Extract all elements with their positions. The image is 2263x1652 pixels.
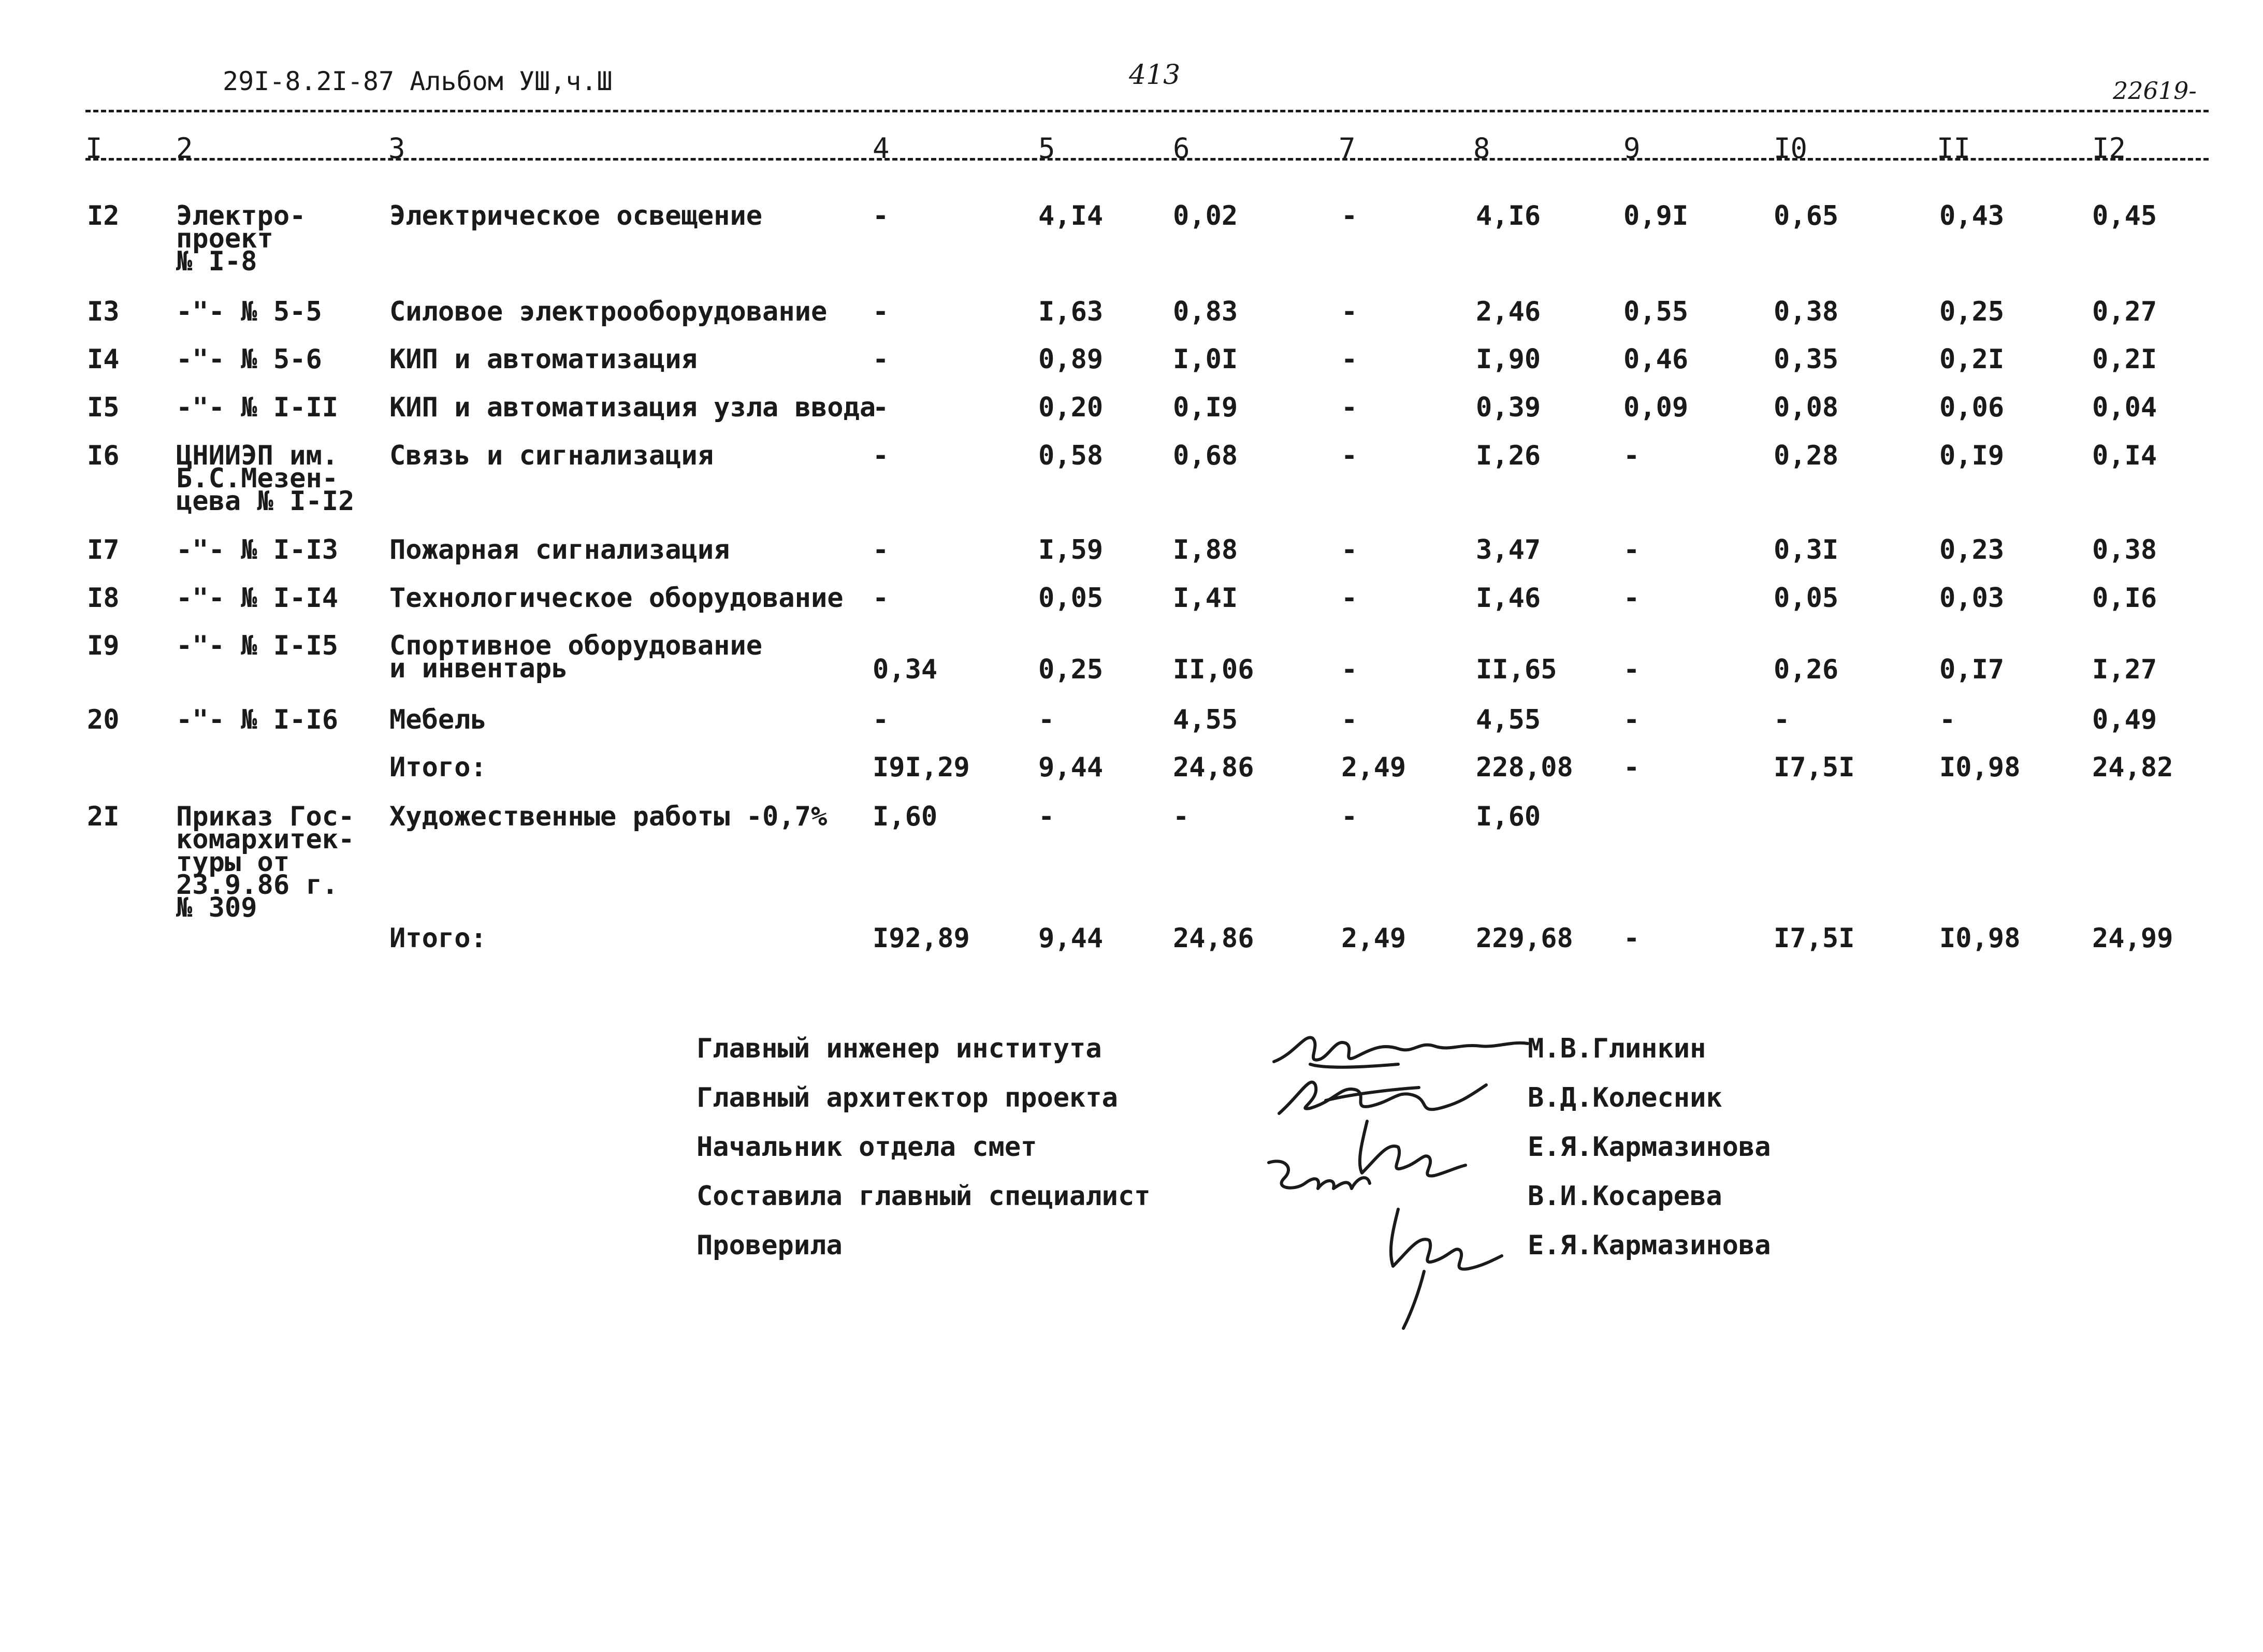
cell-c9: 0,55 (1623, 296, 1689, 327)
cell-c10: I7,5I (1774, 752, 1855, 783)
cell-name: Технологическое оборудование (389, 583, 844, 614)
signer-role: Составила главный специалист (697, 1181, 1151, 1212)
cell-c12: 0,I4 (2092, 440, 2157, 471)
signer-name: Е.Я.Кармазинова (1528, 1230, 1771, 1261)
cell-c8: II,65 (1476, 654, 1557, 685)
cell-c8: I,26 (1476, 440, 1541, 471)
cell-name: Спортивное оборудование и инвентарь (389, 630, 763, 684)
cell-c12: 0,04 (2092, 392, 2157, 423)
cell-source: -"- № I-II (176, 392, 339, 423)
cell-c6: I,0I (1173, 344, 1238, 375)
cell-n: I4 (87, 344, 120, 375)
cell-source: -"- № I-I6 (176, 704, 339, 735)
cell-c7: - (1341, 296, 1358, 327)
cell-c10: I7,5I (1774, 923, 1855, 954)
cell-name: Электрическое освещение (389, 200, 763, 231)
column-number: 9 (1623, 132, 1641, 165)
cell-c7: - (1341, 583, 1358, 614)
cell-source: Приказ Гос- комархитек- туры от 23.9.86 г. № 309 (176, 801, 355, 923)
cell-c8: 228,08 (1476, 752, 1573, 783)
cell-c10: 0,3I (1774, 534, 1839, 566)
cell-c8: 4,I6 (1476, 200, 1541, 231)
cell-c7: - (1341, 534, 1358, 566)
cell-c4: - (873, 534, 889, 566)
cell-c5: 9,44 (1038, 923, 1104, 954)
cell-source: -"- № 5-6 (176, 344, 322, 375)
cell-c8: I,46 (1476, 583, 1541, 614)
cell-name: КИП и автоматизация узла ввода (389, 392, 876, 423)
column-number: I0 (1774, 132, 1808, 165)
cell-c4: - (873, 344, 889, 375)
cell-c9: - (1623, 654, 1640, 685)
cell-c4: - (873, 440, 889, 471)
cell-c6: I,88 (1173, 534, 1238, 566)
cell-c4: - (873, 392, 889, 423)
cell-c6: 0,I9 (1173, 392, 1238, 423)
cell-c11: 0,23 (1939, 534, 2005, 566)
cell-c12: 0,2I (2092, 344, 2157, 375)
cell-c7: - (1341, 704, 1358, 735)
cell-source: -"- № I-I3 (176, 534, 339, 566)
cell-c7: - (1341, 801, 1358, 832)
cell-c5: 9,44 (1038, 752, 1104, 783)
cell-c8: 2,46 (1476, 296, 1541, 327)
cell-c10: 0,35 (1774, 344, 1839, 375)
cell-c9: - (1623, 440, 1640, 471)
cell-c6: I,4I (1173, 583, 1238, 614)
cell-n: 2I (87, 801, 120, 832)
cell-c9: 0,46 (1623, 344, 1689, 375)
cell-c5: 0,89 (1038, 344, 1104, 375)
cell-c11: 0,I9 (1939, 440, 2005, 471)
cell-c10: 0,38 (1774, 296, 1839, 327)
cell-c8: 4,55 (1476, 704, 1541, 735)
cell-c8: 0,39 (1476, 392, 1541, 423)
cell-name: Силовое электрооборудование (389, 296, 828, 327)
cell-c6: II,06 (1173, 654, 1254, 685)
cell-n: 20 (87, 704, 120, 735)
cell-c5: 0,25 (1038, 654, 1104, 685)
column-number: I (85, 132, 103, 165)
cell-c11: 0,03 (1939, 583, 2005, 614)
cell-name: КИП и автоматизация (389, 344, 698, 375)
cell-c12: 0,38 (2092, 534, 2157, 566)
cell-c6: 0,83 (1173, 296, 1238, 327)
cell-c11: 0,2I (1939, 344, 2005, 375)
cell-name: Художественные работы -0,7% (389, 801, 828, 832)
cell-c6: 0,02 (1173, 200, 1238, 231)
cell-n: I6 (87, 440, 120, 471)
cell-c5: 0,20 (1038, 392, 1104, 423)
cell-c9: - (1623, 704, 1640, 735)
cell-c5: 0,05 (1038, 583, 1104, 614)
cell-source: -"- № 5-5 (176, 296, 322, 327)
cell-c12: 0,45 (2092, 200, 2157, 231)
cell-c11: 0,06 (1939, 392, 2005, 423)
cell-name: Мебель (389, 704, 487, 735)
cell-c4: - (873, 296, 889, 327)
handwritten-signatures (1264, 1023, 1533, 1334)
cell-c11: 0,25 (1939, 296, 2005, 327)
cell-c6: 24,86 (1173, 923, 1254, 954)
cell-c10: 0,08 (1774, 392, 1839, 423)
cell-c10: 0,65 (1774, 200, 1839, 231)
cell-c7: - (1341, 654, 1358, 685)
cell-c10: 0,28 (1774, 440, 1839, 471)
signer-role: Проверила (697, 1230, 843, 1261)
column-number: 6 (1173, 132, 1190, 165)
column-number: 5 (1038, 132, 1055, 165)
column-number: 7 (1339, 132, 1356, 165)
signer-role: Главный инженер института (697, 1033, 1102, 1064)
cell-name: Связь и сигнализация (389, 440, 714, 471)
cell-c4: I,60 (873, 801, 938, 832)
cell-c5: I,63 (1038, 296, 1104, 327)
cell-c12: 0,I6 (2092, 583, 2157, 614)
cell-source: Электро- проект № I-8 (176, 200, 306, 277)
cell-c4: I92,89 (873, 923, 970, 954)
cell-c11: I0,98 (1939, 923, 2021, 954)
cell-n: I8 (87, 583, 120, 614)
cell-c12: 0,27 (2092, 296, 2157, 327)
cell-name: Итого: (389, 752, 487, 783)
cell-c8: 229,68 (1476, 923, 1573, 954)
signer-name: М.В.Глинкин (1528, 1033, 1706, 1064)
cell-c11: 0,I7 (1939, 654, 2005, 685)
cell-name: Итого: (389, 923, 487, 954)
cell-c4: - (873, 583, 889, 614)
cell-n: I3 (87, 296, 120, 327)
cell-c9: - (1623, 923, 1640, 954)
cell-c5: - (1038, 801, 1055, 832)
cell-c11: 0,43 (1939, 200, 2005, 231)
cell-c9: - (1623, 583, 1640, 614)
cell-n: I7 (87, 534, 120, 566)
signer-name: Е.Я.Кармазинова (1528, 1132, 1771, 1163)
cell-c4: - (873, 704, 889, 735)
cell-c4: I9I,29 (873, 752, 970, 783)
column-number: II (1937, 132, 1971, 165)
cell-c7: - (1341, 200, 1358, 231)
cell-c9: 0,09 (1623, 392, 1689, 423)
cell-source: ЦНИИЭП им. Б.С.Мезен- цева № I-I2 (176, 440, 355, 517)
cell-c12: 24,99 (2092, 923, 2173, 954)
cell-c5: - (1038, 704, 1055, 735)
cell-c9: 0,9I (1623, 200, 1689, 231)
signer-name: В.Д.Колесник (1528, 1082, 1722, 1113)
cell-source: -"- № I-I4 (176, 583, 339, 614)
cell-c8: I,90 (1476, 344, 1541, 375)
signer-role: Главный архитектор проекта (697, 1082, 1118, 1113)
document-code: 29I-8.2I-87 Альбом УШ,ч.Ш (223, 66, 613, 96)
cell-n: I5 (87, 392, 120, 423)
column-number: 8 (1473, 132, 1490, 165)
cell-c8: 3,47 (1476, 534, 1541, 566)
cell-c7: 2,49 (1341, 752, 1406, 783)
signer-name: В.И.Косарева (1528, 1181, 1722, 1212)
cell-c10: 0,05 (1774, 583, 1839, 614)
cell-c11: I0,98 (1939, 752, 2021, 783)
signer-role: Начальник отдела смет (697, 1132, 1037, 1163)
cell-c11: - (1939, 704, 1956, 735)
cell-c10: - (1774, 704, 1790, 735)
cell-c5: I,59 (1038, 534, 1104, 566)
column-number: 2 (176, 132, 193, 165)
cell-c9: - (1623, 534, 1640, 566)
cell-c7: - (1341, 344, 1358, 375)
cell-c5: 4,I4 (1038, 200, 1104, 231)
cell-c10: 0,26 (1774, 654, 1839, 685)
cell-c6: 0,68 (1173, 440, 1238, 471)
cell-c5: 0,58 (1038, 440, 1104, 471)
cell-c6: - (1173, 801, 1189, 832)
sheet-number: 22619- (2113, 77, 2197, 105)
cell-c12: 24,82 (2092, 752, 2173, 783)
cell-c7: - (1341, 392, 1358, 423)
cell-c6: 24,86 (1173, 752, 1254, 783)
cell-c7: 2,49 (1341, 923, 1406, 954)
cell-c6: 4,55 (1173, 704, 1238, 735)
cell-n: I2 (87, 200, 120, 231)
cell-c8: I,60 (1476, 801, 1541, 832)
cell-c9: - (1623, 752, 1640, 783)
column-number: 3 (388, 132, 405, 165)
cell-source: -"- № I-I5 (176, 630, 339, 661)
cell-c4: 0,34 (873, 654, 938, 685)
header-divider (85, 110, 2209, 112)
cell-c4: - (873, 200, 889, 231)
cell-n: I9 (87, 630, 120, 661)
cell-name: Пожарная сигнализация (389, 534, 730, 566)
column-number: I2 (2092, 132, 2126, 165)
cell-c12: I,27 (2092, 654, 2157, 685)
page-number: 413 (1129, 60, 1181, 91)
cell-c12: 0,49 (2092, 704, 2157, 735)
column-number: 4 (873, 132, 890, 165)
cell-c7: - (1341, 440, 1358, 471)
